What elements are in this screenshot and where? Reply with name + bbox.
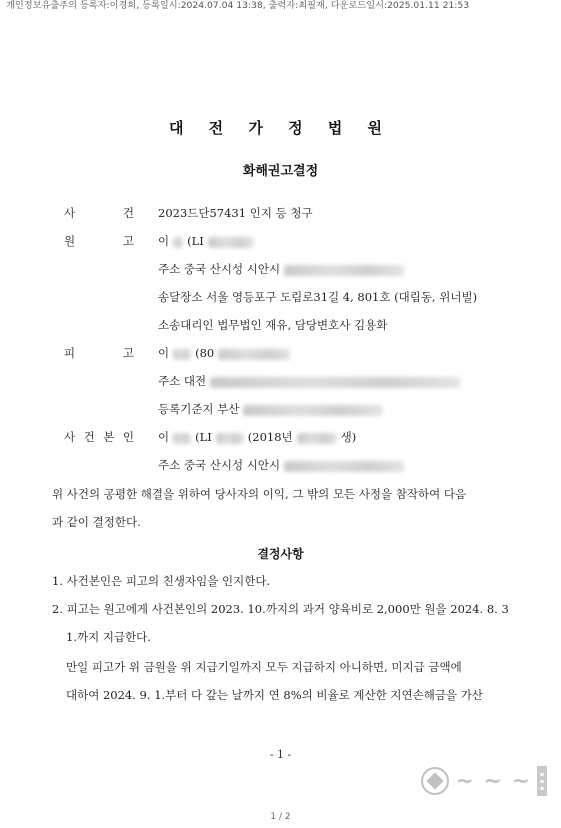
plaintiff-name: 이 (LI (158, 233, 258, 249)
defendant-registry: 등록기준지 부산 (158, 401, 387, 417)
redacted-mark (173, 349, 191, 360)
watermark-logo-icon (421, 767, 449, 795)
item-2-line-4: 대하여 2024. 9. 1.부터 다 갚는 날까지 연 8%의 비율로 계산한 지연손해금을 가산 (66, 688, 483, 702)
principal-name: 이 (LI (2018년 생) (158, 430, 357, 444)
section-title: 결정사항 (257, 547, 304, 561)
court-name: 대 전 가 정 법 원 (168, 119, 393, 137)
redacted-mark (297, 433, 337, 444)
redacted-mark (216, 433, 244, 444)
item-2-line-2: 1.까지 지급한다. (66, 630, 151, 644)
watermark-tag: ▪ ▪ ▪ (537, 766, 547, 796)
principal-label: 사 건 본 인 (64, 430, 134, 444)
watermark-mark: ~ ~ ~ (455, 768, 531, 794)
intro-line-2: 과 같이 결정한다. (52, 515, 141, 529)
defendant-label: 피 고 (64, 346, 134, 360)
page-number: - 1 - (269, 748, 292, 761)
document-title: 화해권고결정 (242, 164, 319, 179)
redacted-mark (243, 405, 383, 416)
redacted-mark (218, 349, 290, 360)
newspaper-watermark (421, 764, 547, 798)
defendant-address: 주소 대전 (158, 373, 464, 389)
defendant-name: 이 (80 (158, 345, 294, 361)
redacted-mark (173, 433, 191, 444)
plaintiff-attorney: 소송대리인 법무법인 재유, 담당변호사 김용화 (158, 318, 388, 332)
case-label: 사 건 (64, 206, 134, 220)
item-1: 1. 사건본인은 피고의 친생자임을 인지한다. (52, 574, 271, 588)
item-2-line-1: 2. 피고는 원고에게 사건본인의 2023. 10.까지의 과거 양육비로 2,000만 원을 2024. 8. 3 (52, 602, 509, 616)
item-2-line-3: 만일 피고가 위 금원을 위 지급기일까지 모두 지급하지 아니하면, 미지급 금액에 (66, 660, 462, 674)
redacted-mark (210, 377, 460, 388)
plaintiff-service-address: 송달장소 서울 영등포구 도림로31길 4, 801호 (대림동, 위너빌) (158, 290, 478, 304)
redacted-mark (284, 265, 404, 276)
download-notice: 개인정보유출주의 등록자:이경희, 등록일시:2024.07.04 13:38, 출력자:최필재, 다운로드일시:2025.01.11 21:53 (6, 0, 470, 11)
redacted-mark (284, 461, 404, 472)
plaintiff-address: 주소 중국 산시성 시안시 (158, 261, 408, 277)
redacted-mark (208, 237, 254, 248)
principal-address: 주소 중국 산시성 시안시 (158, 457, 408, 473)
plaintiff-label: 원 고 (64, 234, 134, 248)
case-value: 2023드단57431 인지 등 청구 (158, 206, 313, 220)
redacted-mark (173, 237, 183, 248)
intro-line-1: 위 사건의 공평한 해결을 위하여 당사자의 이익, 그 밖의 모든 사정을 참작하여 다음 (52, 487, 467, 501)
page-count: 1 / 2 (270, 812, 291, 822)
